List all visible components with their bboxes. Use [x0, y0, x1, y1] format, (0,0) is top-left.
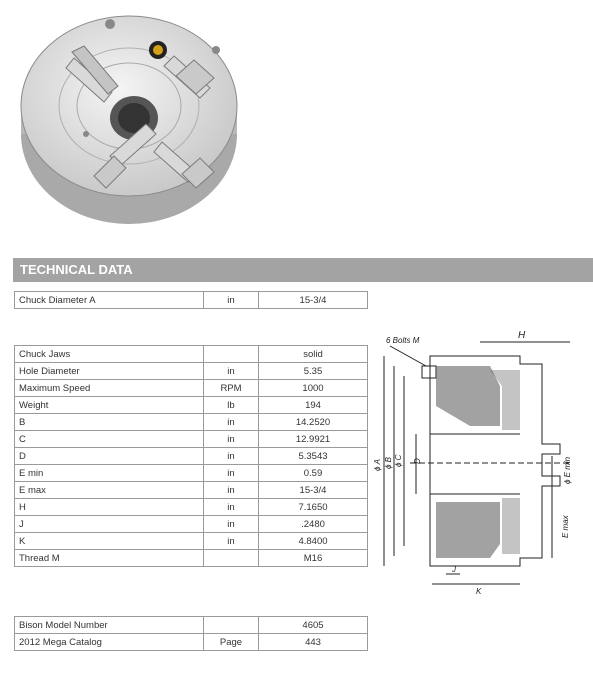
h-label: H	[518, 330, 526, 341]
spec-value: 5.3543	[259, 448, 368, 465]
j-label: J	[452, 565, 456, 574]
a-label: ϕ A	[373, 458, 382, 471]
spec-label: Chuck Jaws	[15, 346, 204, 363]
spec-unit: in	[204, 465, 259, 482]
spec-unit: in	[204, 533, 259, 550]
spec-label: E max	[15, 482, 204, 499]
table-row	[15, 292, 368, 309]
table-row	[15, 499, 368, 516]
spec-label: K	[15, 533, 204, 550]
spec-label: B	[15, 414, 204, 431]
spec-label: Weight	[15, 397, 204, 414]
spec-value: 1000	[259, 380, 368, 397]
spec-value: 0.59	[259, 465, 368, 482]
spec-value: 4.8400	[259, 533, 368, 550]
spec-unit: lb	[204, 397, 259, 414]
spec-value: solid	[259, 346, 368, 363]
spec-unit: in	[204, 292, 259, 309]
spec-value: 15-3/4	[259, 292, 368, 309]
technical-data-header: TECHNICAL DATA	[13, 258, 593, 282]
table-row	[15, 380, 368, 397]
spec-value: 194	[259, 397, 368, 414]
spec-label: Maximum Speed	[15, 380, 204, 397]
table-row	[15, 363, 368, 380]
spec-unit: in	[204, 448, 259, 465]
spec-unit	[204, 617, 259, 634]
spec-label: H	[15, 499, 204, 516]
spec-value: 4605	[259, 617, 368, 634]
spec-value: .2480	[259, 516, 368, 533]
spec-label: 2012 Mega Catalog	[15, 634, 204, 651]
chuck-photo	[14, 6, 254, 228]
spec-value: 14.2520	[259, 414, 368, 431]
table-row	[15, 414, 368, 431]
spec-unit: in	[204, 516, 259, 533]
chuck-dimension-drawing	[370, 326, 580, 598]
spec-unit: in	[204, 363, 259, 380]
spec-value: 5.35	[259, 363, 368, 380]
spec-label: Chuck Diameter A	[15, 292, 204, 309]
spec-label: Bison Model Number	[15, 617, 204, 634]
spec-label: C	[15, 431, 204, 448]
table-row	[15, 431, 368, 448]
catalog-table	[14, 616, 368, 651]
spec-unit: in	[204, 499, 259, 516]
spec-unit	[204, 346, 259, 363]
table-row	[15, 634, 368, 651]
bolts-label: 6 Bolts M	[386, 336, 420, 345]
spec-unit: in	[204, 482, 259, 499]
spec-unit: Page	[204, 634, 259, 651]
table-row	[15, 346, 368, 363]
table-row	[15, 516, 368, 533]
spec-value: 12.9921	[259, 431, 368, 448]
table-row	[15, 533, 368, 550]
spec-label: Hole Diameter	[15, 363, 204, 380]
diameter-table	[14, 291, 368, 309]
spec-label: E min	[15, 465, 204, 482]
table-row	[15, 465, 368, 482]
table-row	[15, 482, 368, 499]
spec-unit: RPM	[204, 380, 259, 397]
spec-label: Thread M	[15, 550, 204, 567]
b-label: ϕ B	[384, 456, 393, 469]
spec-value: M16	[259, 550, 368, 567]
spec-unit: in	[204, 414, 259, 431]
spec-value: 7.1650	[259, 499, 368, 516]
table-row	[15, 617, 368, 634]
table-row	[15, 397, 368, 414]
spec-label: J	[15, 516, 204, 533]
spec-value: 443	[259, 634, 368, 651]
spec-unit	[204, 550, 259, 567]
spec-unit: in	[204, 431, 259, 448]
emax-label: E max	[561, 515, 570, 538]
emin-label: ϕ E min	[563, 456, 572, 484]
k-label: K	[476, 587, 482, 596]
spec-label: D	[15, 448, 204, 465]
spec-value: 15-3/4	[259, 482, 368, 499]
specs-table	[14, 345, 368, 567]
d-label: D	[413, 458, 422, 464]
table-row	[15, 550, 368, 567]
c-label: ϕ C	[394, 454, 403, 467]
table-row	[15, 448, 368, 465]
